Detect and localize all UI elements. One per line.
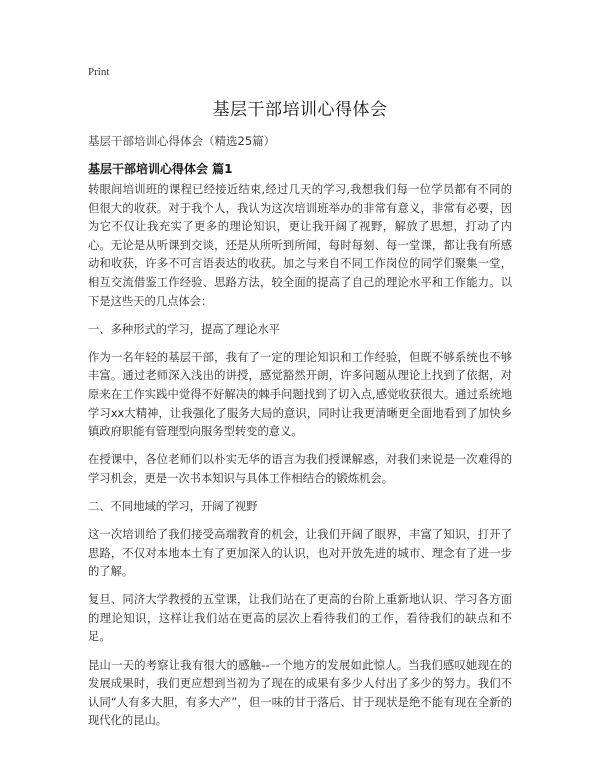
intro-paragraph: 转眼间培训班的课程已经接近结束,经过几天的学习,我想我们每一位学员都有不同的但很大的收获。对于我个人，我认为这次培训班举办的非常有意义，非常有必要，因为它不仅让我充实了更多的理论知识，更让我开阔了视野，解放了思想，打动了内心。无论是从听课到交谈，还是从所听到所闻，每时每刻、每一堂课，都让我有所感动和收获，许多不可言语表达的收获。加之与来自不同工作岗位的同学们聚集一堂，相互交流借鉴工作经验、思路方法，较全面的提高了自己的理论水平和工作能力。以下是这些天的几点体会：	[88, 183, 512, 308]
paragraph-fudan: 复旦、同济大学教授的五堂课，让我们站在了更高的台阶上重新地认识、学习各方面的理论知识，这样让我们站在更高的层次上看待我们的工作，看待我们的缺点和不足。	[88, 593, 512, 644]
paragraph-theory: 作为一名年轻的基层干部，我有了一定的理论知识和工作经验，但既不够系统也不够丰富。通过老师深入浅出的讲授，感觉豁然开朗，许多问题从理论上找到了依据，对原来在工作实践中觉得不好解决的棘手问题找到了切入点,感觉收获很大。通过系统地学习xx大精神，让我强化了服务大局的意识，同时让我更清晰更全面地看到了加快乡镇政府职能有管理型向服务型转变的意义。	[88, 350, 512, 439]
subheading-one: 一、多种形式的学习，提高了理论水平	[88, 322, 281, 336]
paragraph-teachers: 在授课中，各位老师们以朴实无华的语言为我们授课解惑，对我们来说是一次难得的学习机会，更是一次书本知识与具体工作相结合的锻炼机会。	[88, 453, 512, 485]
document-title: 基层干部培训心得体会	[212, 100, 388, 120]
print-label[interactable]: Print	[88, 66, 110, 78]
document-subtitle: 基层干部培训心得体会（精选25篇）	[88, 134, 276, 148]
paragraph-training: 这一次培训给了我们接受高端教育的机会，让我们开阔了眼界，丰富了知识，打开了思路，不仅对本地本土有了更加深入的认识，也对开放先进的城市、理念有了进一步的了解。	[88, 528, 512, 579]
document-body	[88, 181, 512, 740]
section-title: 基层干部培训心得体会 篇1	[88, 162, 233, 176]
paragraph-kunshan: 昆山一天的考察让我有很大的感触--一个地方的发展如此惊人。当我们感叹她现在的发展成果时，我们更应想到当初为了现在的成果有多少人付出了多少的努力。我们不认同“人有多大胆，有多大产”，但一味的甘于落后、甘于现状是绝不能有现在全新的现代化的昆山。	[88, 658, 512, 728]
subheading-two: 二、不同地域的学习，开阔了视野	[88, 499, 258, 513]
